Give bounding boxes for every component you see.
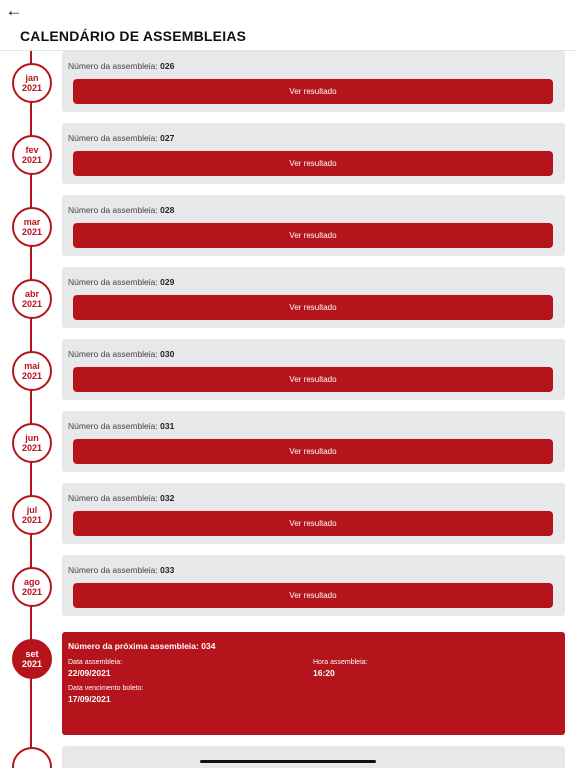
date-year: 2021 [21, 659, 43, 669]
meeting-number-label: Número da assembleia: 032 [68, 493, 175, 503]
date-year: 2021 [21, 83, 43, 93]
next-meeting-card [62, 632, 565, 735]
date-badge [12, 495, 52, 535]
meeting-number: 026 [160, 61, 175, 71]
date-month: jul [26, 505, 38, 515]
view-result-button[interactable]: Ver resultado [73, 439, 553, 464]
meeting-number: 031 [160, 421, 175, 431]
date-month: set [25, 649, 39, 659]
date-year: 2021 [21, 443, 43, 453]
meeting-number: 028 [160, 205, 175, 215]
date-badge [12, 207, 52, 247]
view-result-button[interactable]: Ver resultado [73, 367, 553, 392]
date-badge [12, 747, 52, 768]
view-result-button[interactable]: Ver resultado [73, 295, 553, 320]
date-year: 2021 [21, 587, 43, 597]
next-meeting-number: 034 [201, 641, 216, 651]
home-indicator [200, 760, 376, 763]
date-month: jan [25, 73, 39, 83]
meeting-number: 027 [160, 133, 175, 143]
timeline-row [0, 63, 576, 124]
timeline-list[interactable] [0, 51, 576, 768]
meeting-card [62, 411, 565, 472]
app-header [0, 0, 576, 51]
meeting-card [62, 51, 565, 112]
date-year: 2021 [21, 299, 43, 309]
date-month: jun [25, 433, 39, 443]
date-year: 2021 [21, 155, 43, 165]
due-date-value: 17/09/2021 [68, 694, 111, 704]
meeting-number-label: Número da assembleia: 033 [68, 565, 175, 575]
timeline-row [0, 495, 576, 556]
meeting-number-label: Número da assembleia: 031 [68, 421, 175, 431]
date-year: 2021 [21, 227, 43, 237]
meeting-time-value: 16:20 [313, 668, 335, 678]
view-result-button[interactable]: Ver resultado [73, 79, 553, 104]
meeting-date-label: Data assembleia: [68, 659, 123, 666]
date-badge [12, 423, 52, 463]
date-month: fev [25, 145, 39, 155]
next-meeting-title: Número da próxima assembleia: 034 [68, 641, 216, 651]
meeting-number-label: Número da assembleia: 027 [68, 133, 175, 143]
date-year: 2021 [21, 371, 43, 381]
meeting-number: 032 [160, 493, 175, 503]
date-badge [12, 351, 52, 391]
timeline-row [0, 567, 576, 628]
date-month: abr [24, 289, 39, 299]
timeline-row [0, 279, 576, 340]
meeting-number: 033 [160, 565, 175, 575]
meeting-number-label: Número da assembleia: 029 [68, 277, 175, 287]
meeting-card [62, 123, 565, 184]
meeting-card [62, 267, 565, 328]
timeline-row [0, 351, 576, 412]
date-badge [12, 135, 52, 175]
timeline-row [0, 135, 576, 196]
view-result-button[interactable]: Ver resultado [73, 583, 553, 608]
date-month: mar [23, 217, 41, 227]
date-badge [12, 279, 52, 319]
meeting-number-label: Número da assembleia: 028 [68, 205, 175, 215]
view-result-button[interactable]: Ver resultado [73, 223, 553, 248]
due-date-label: Data vencimento boleto: [68, 685, 144, 692]
page-title: CALENDÁRIO DE ASSEMBLEIAS [20, 28, 247, 44]
back-arrow-icon[interactable]: ← [5, 1, 23, 20]
view-result-button[interactable]: Ver resultado [73, 151, 553, 176]
meeting-card-partial [62, 746, 565, 768]
date-badge [12, 567, 52, 607]
timeline-row [0, 207, 576, 268]
meeting-date-value: 22/09/2021 [68, 668, 111, 678]
view-result-button[interactable]: Ver resultado [73, 511, 553, 536]
meeting-card [62, 555, 565, 616]
date-year: 2021 [21, 515, 43, 525]
date-badge-current [12, 639, 52, 679]
timeline-row [0, 423, 576, 484]
meeting-number: 030 [160, 349, 175, 359]
meeting-number: 029 [160, 277, 175, 287]
meeting-number-label: Número da assembleia: 030 [68, 349, 175, 359]
date-month: ago [23, 577, 40, 587]
meeting-card [62, 339, 565, 400]
date-month: mai [24, 361, 40, 371]
meeting-card [62, 483, 565, 544]
meeting-time-label: Hora assembleia: [313, 659, 368, 666]
meeting-card [62, 195, 565, 256]
meeting-number-label: Número da assembleia: 026 [68, 61, 175, 71]
date-badge [12, 63, 52, 103]
